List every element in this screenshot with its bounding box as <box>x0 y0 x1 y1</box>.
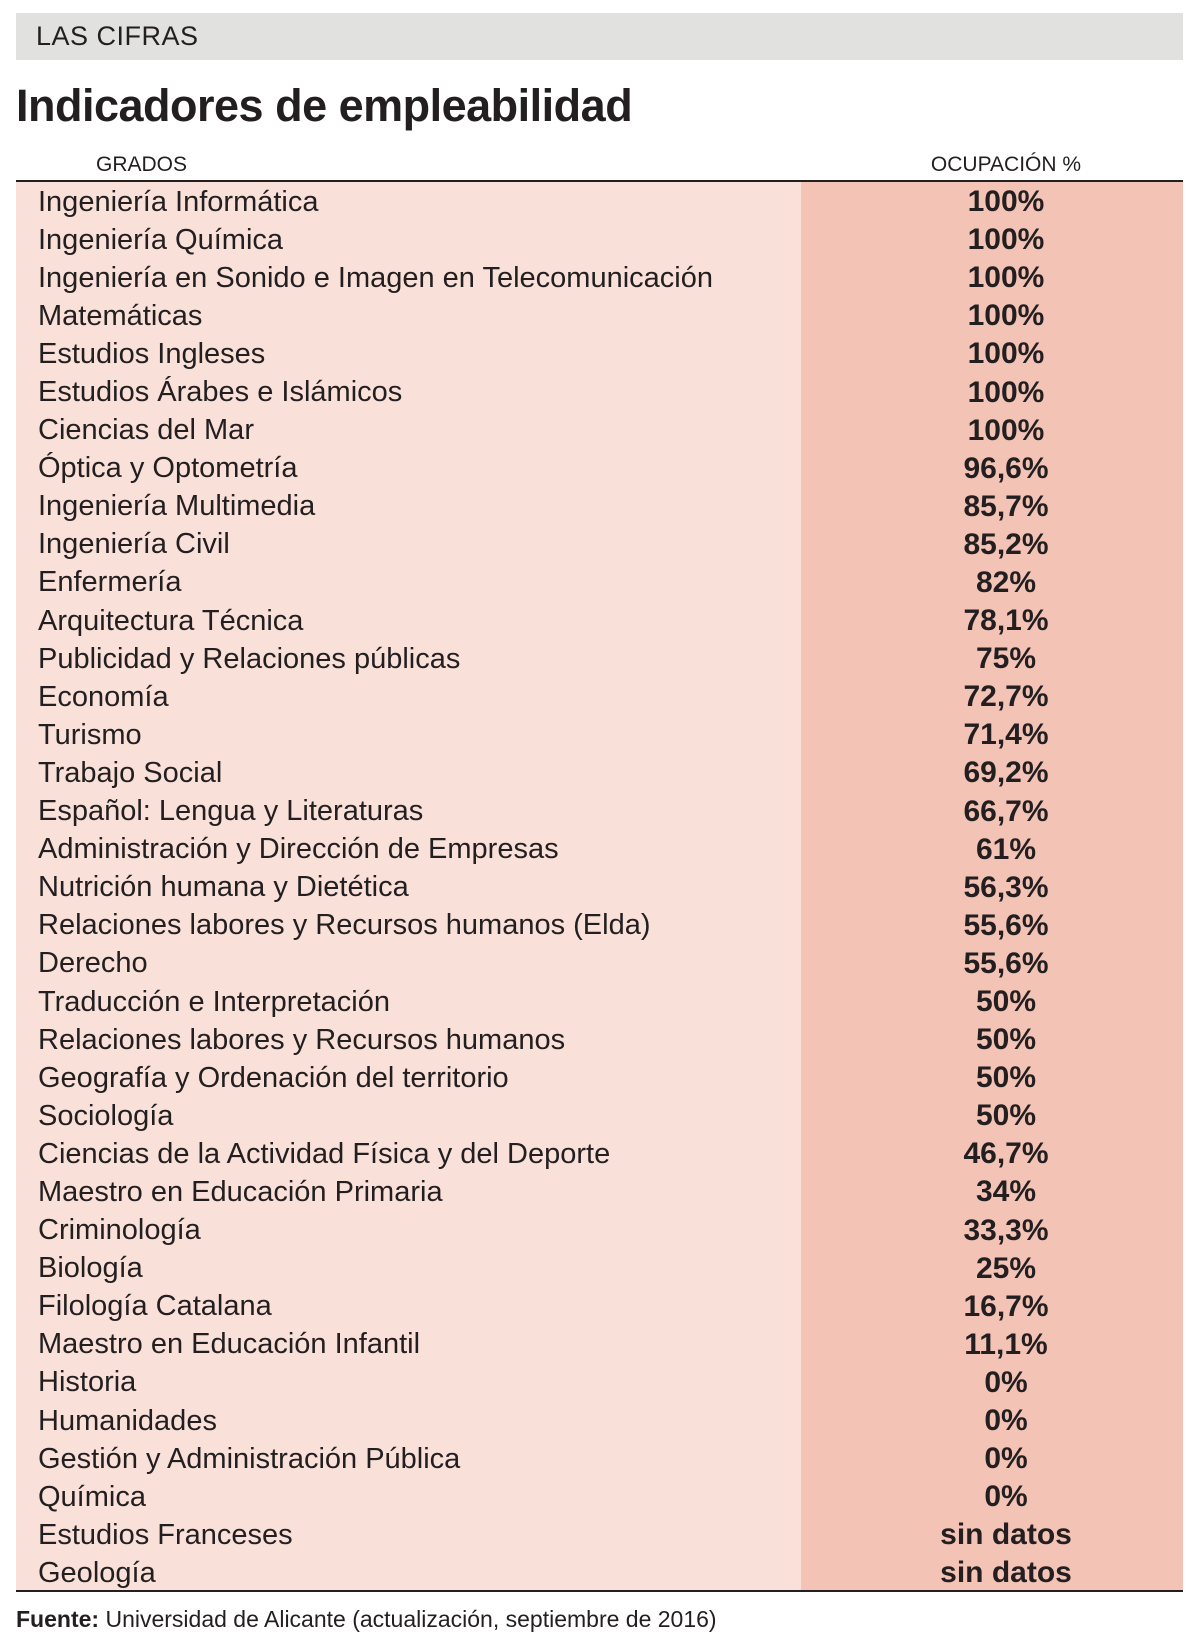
degree-name: Publicidad y Relaciones públicas <box>38 642 461 675</box>
table-row <box>16 335 1183 373</box>
occupation-value: 50% <box>975 1061 1037 1095</box>
degree-name: Enfermería <box>38 566 182 599</box>
section-kicker: LAS CIFRAS <box>16 13 1183 60</box>
occupation-value: 61% <box>975 832 1037 866</box>
occupation-value: 55,6% <box>963 908 1049 942</box>
degree-name: Ciencias de la Actividad Física y del Deporte <box>38 1137 611 1170</box>
table-row <box>16 1135 1183 1173</box>
degree-name: Sociología <box>38 1099 174 1132</box>
occupation-value: 11,1% <box>964 1327 1048 1361</box>
occupation-value: 78,1% <box>963 604 1049 638</box>
degree-name: Criminología <box>38 1214 201 1247</box>
table-row <box>16 1554 1183 1592</box>
table-row <box>16 297 1183 335</box>
table-row <box>16 754 1183 792</box>
table-body <box>16 182 1183 1592</box>
column-header-occupation: OCUPACIÓN % <box>930 153 1082 176</box>
degree-name: Ingeniería en Sonido e Imagen en Telecomunicación <box>38 261 713 294</box>
table-row <box>16 1288 1183 1326</box>
occupation-value: 46,7% <box>963 1137 1049 1171</box>
degree-name: Ciencias del Mar <box>38 414 254 447</box>
table-row <box>16 1212 1183 1250</box>
table-row <box>16 1250 1183 1288</box>
table-row <box>16 526 1183 564</box>
degree-name: Geología <box>38 1556 156 1589</box>
table-row <box>16 831 1183 869</box>
degree-name: Química <box>38 1480 146 1513</box>
employability-table <box>16 180 1183 1592</box>
degree-name: Relaciones labores y Recursos humanos (Elda) <box>38 909 651 942</box>
table-row <box>16 1059 1183 1097</box>
occupation-value: sin datos <box>940 1518 1072 1552</box>
table-row <box>16 564 1183 602</box>
degree-name: Maestro en Educación Primaria <box>38 1175 443 1208</box>
occupation-value: 100% <box>967 261 1045 295</box>
degree-name: Ingeniería Informática <box>38 185 319 218</box>
occupation-value: 25% <box>975 1251 1037 1285</box>
table-row <box>16 945 1183 983</box>
table-row <box>16 1440 1183 1478</box>
occupation-value: 100% <box>967 375 1045 409</box>
occupation-value: 66,7% <box>963 794 1049 828</box>
degree-name: Biología <box>38 1252 143 1285</box>
table-row <box>16 716 1183 754</box>
table-row <box>16 1516 1183 1554</box>
table-row <box>16 907 1183 945</box>
degree-name: Óptica y Optometría <box>38 452 298 485</box>
degree-name: Administración y Dirección de Empresas <box>38 833 559 866</box>
occupation-value: 34% <box>975 1175 1037 1209</box>
table-row <box>16 1364 1183 1402</box>
degree-name: Estudios Árabes e Islámicos <box>38 376 403 409</box>
occupation-value: 0% <box>984 1365 1028 1399</box>
degree-name: Ingeniería Multimedia <box>38 490 316 523</box>
table-row <box>16 869 1183 907</box>
table-row <box>16 678 1183 716</box>
degree-name: Nutrición humana y Dietética <box>38 871 409 904</box>
column-header-degree: GRADOS <box>96 153 188 176</box>
occupation-value: 85,2% <box>963 527 1049 561</box>
table-row <box>16 259 1183 297</box>
table-row <box>16 602 1183 640</box>
occupation-value: sin datos <box>940 1556 1072 1590</box>
degree-name: Español: Lengua y Literaturas <box>38 795 424 828</box>
degree-name: Derecho <box>38 947 148 980</box>
occupation-value: 69,2% <box>963 756 1049 790</box>
degree-name: Ingeniería Civil <box>38 528 230 561</box>
table-row <box>16 793 1183 831</box>
occupation-value: 75% <box>975 642 1037 676</box>
table-row <box>16 412 1183 450</box>
occupation-value: 56,3% <box>963 870 1049 904</box>
occupation-value: 96,6% <box>963 451 1049 485</box>
source-text: Universidad de Alicante (actualización, septiembre de 2016) <box>99 1606 717 1632</box>
degree-name: Estudios Franceses <box>38 1518 293 1551</box>
occupation-value: 100% <box>967 223 1045 257</box>
degree-name: Gestión y Administración Pública <box>38 1442 461 1475</box>
degree-name: Geografía y Ordenación del territorio <box>38 1061 509 1094</box>
table-row <box>16 488 1183 526</box>
occupation-value: 72,7% <box>963 680 1049 714</box>
degree-name: Humanidades <box>38 1404 217 1437</box>
occupation-value: 50% <box>975 1023 1037 1057</box>
degree-name: Ingeniería Química <box>38 223 284 256</box>
degree-name: Trabajo Social <box>38 756 223 789</box>
occupation-value: 50% <box>975 985 1037 1019</box>
occupation-value: 0% <box>984 1442 1028 1476</box>
occupation-value: 0% <box>984 1480 1028 1514</box>
page-title: Indicadores de empleabilidad <box>16 80 633 131</box>
source-label: Fuente: <box>16 1606 100 1632</box>
degree-name: Traducción e Interpretación <box>38 985 390 1018</box>
table-row <box>16 1021 1183 1059</box>
occupation-value: 100% <box>967 299 1045 333</box>
table-row <box>16 183 1183 221</box>
occupation-value: 85,7% <box>963 489 1049 523</box>
table-row <box>16 1326 1183 1364</box>
occupation-value: 100% <box>967 413 1045 447</box>
table-row <box>16 1478 1183 1516</box>
occupation-value: 0% <box>984 1404 1028 1438</box>
table-row <box>16 373 1183 411</box>
table-row <box>16 450 1183 488</box>
degree-name: Relaciones labores y Recursos humanos <box>38 1023 566 1056</box>
occupation-value: 71,4% <box>963 718 1049 752</box>
degree-name: Economía <box>38 680 169 713</box>
table-row <box>16 1097 1183 1135</box>
occupation-value: 50% <box>975 1099 1037 1133</box>
occupation-value: 100% <box>967 337 1045 371</box>
degree-name: Maestro en Educación Infantil <box>38 1328 421 1361</box>
occupation-value: 33,3% <box>963 1213 1049 1247</box>
table-row <box>16 983 1183 1021</box>
table-row <box>16 221 1183 259</box>
occupation-value: 55,6% <box>963 946 1049 980</box>
table-row <box>16 640 1183 678</box>
table-row <box>16 1173 1183 1211</box>
degree-name: Matemáticas <box>38 299 203 332</box>
source-note <box>16 1606 717 1633</box>
table-row <box>16 1402 1183 1440</box>
occupation-value: 16,7% <box>963 1289 1049 1323</box>
table-header <box>16 150 1183 180</box>
degree-name: Turismo <box>38 718 142 751</box>
degree-name: Historia <box>38 1366 137 1399</box>
degree-name: Estudios Ingleses <box>38 337 266 370</box>
degree-name: Arquitectura Técnica <box>38 604 304 637</box>
occupation-value: 82% <box>975 565 1037 599</box>
degree-name: Filología Catalana <box>38 1290 272 1323</box>
occupation-value: 100% <box>967 185 1045 219</box>
